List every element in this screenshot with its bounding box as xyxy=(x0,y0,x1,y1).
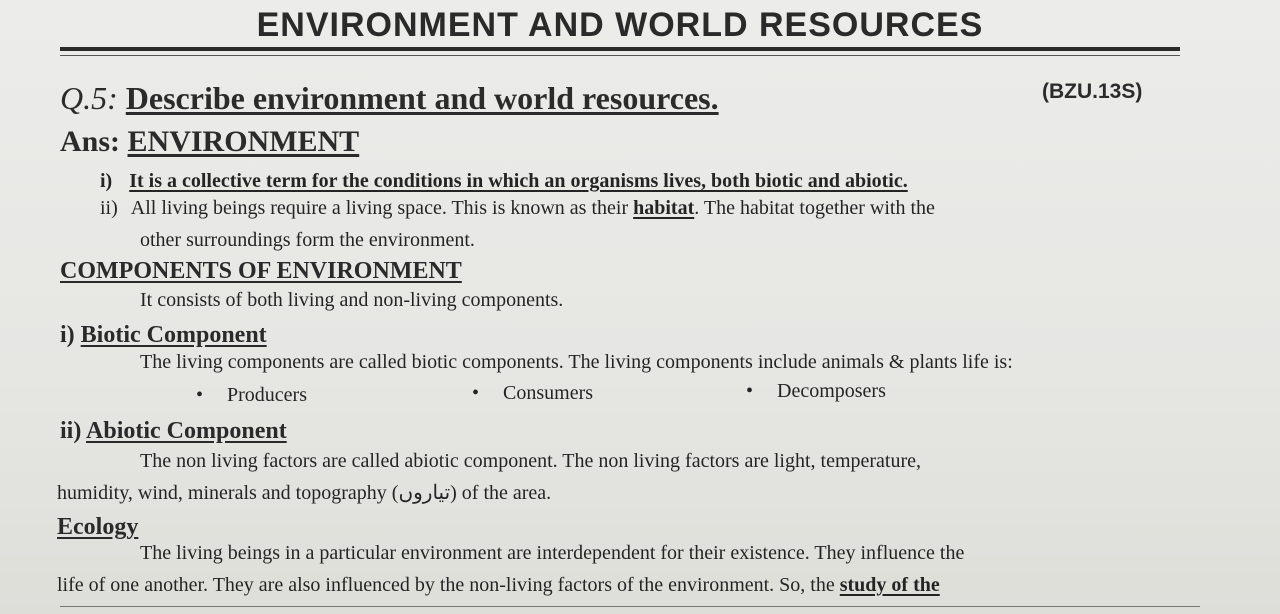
ecology-line2-highlight: study of the xyxy=(839,574,940,596)
abiotic-heading-line xyxy=(60,418,287,445)
point-2-line2: other surroundings form the environment. xyxy=(140,229,475,251)
biotic-number: i) xyxy=(60,322,75,348)
title-rule-thick xyxy=(60,47,1180,51)
answer-label: Ans: xyxy=(60,125,121,158)
question-line xyxy=(60,80,719,117)
ecology-heading: Ecology xyxy=(57,514,139,540)
biotic-item-producers: • Producers xyxy=(196,384,307,407)
question-reference: (BZU.13S) xyxy=(1042,80,1143,103)
point-1 xyxy=(100,170,908,193)
question-number: Q.5: xyxy=(60,80,118,116)
ecology-line2 xyxy=(57,574,940,597)
biotic-text: The living components are called biotic components. The living components include animals & plants life is: xyxy=(140,351,1013,373)
ecology-line1: The living beings in a particular environment are interdependent for their existence. They influence the xyxy=(140,542,965,564)
page-bottom-rule xyxy=(60,606,1200,607)
biotic-heading-line xyxy=(60,322,267,349)
point-2-post: . The habitat together with the xyxy=(694,197,935,219)
abiotic-line2: humidity, wind, minerals and topography (ﺗﯿﺎﺭﻭﮞ) of the area. xyxy=(57,482,552,504)
components-intro: It consists of both living and non-living components. xyxy=(140,289,564,311)
abiotic-heading: Abiotic Component xyxy=(86,418,287,444)
answer-line xyxy=(60,125,359,159)
point-2-highlight: habitat xyxy=(633,197,695,219)
point-2-number: ii) xyxy=(100,197,118,219)
ecology-line2-pre: life of one another. They are also influenced by the non-living factors of the environment. So, the xyxy=(57,574,840,596)
point-1-text: It is a collective term for the conditions in which an organisms lives, both biotic and abiotic. xyxy=(129,170,908,192)
biotic-item-decomposers: • Decomposers xyxy=(746,380,886,403)
chapter-title: ENVIRONMENT AND WORLD RESOURCES xyxy=(256,6,984,44)
abiotic-number: ii) xyxy=(60,418,82,444)
components-heading: COMPONENTS OF ENVIRONMENT xyxy=(60,258,462,284)
point-2 xyxy=(100,197,935,220)
biotic-heading: Biotic Component xyxy=(80,322,267,348)
biotic-item-consumers: • Consumers xyxy=(472,382,593,405)
answer-heading: ENVIRONMENT xyxy=(127,125,360,158)
abiotic-line1: The non living factors are called abiotic component. The non living factors are light, temperature, xyxy=(140,450,922,472)
title-rule-thin xyxy=(60,55,1180,56)
question-text: Describe environment and world resources. xyxy=(125,80,719,116)
point-2-pre: All living beings require a living space. This is known as their xyxy=(130,197,634,219)
point-1-number: i) xyxy=(100,170,113,192)
